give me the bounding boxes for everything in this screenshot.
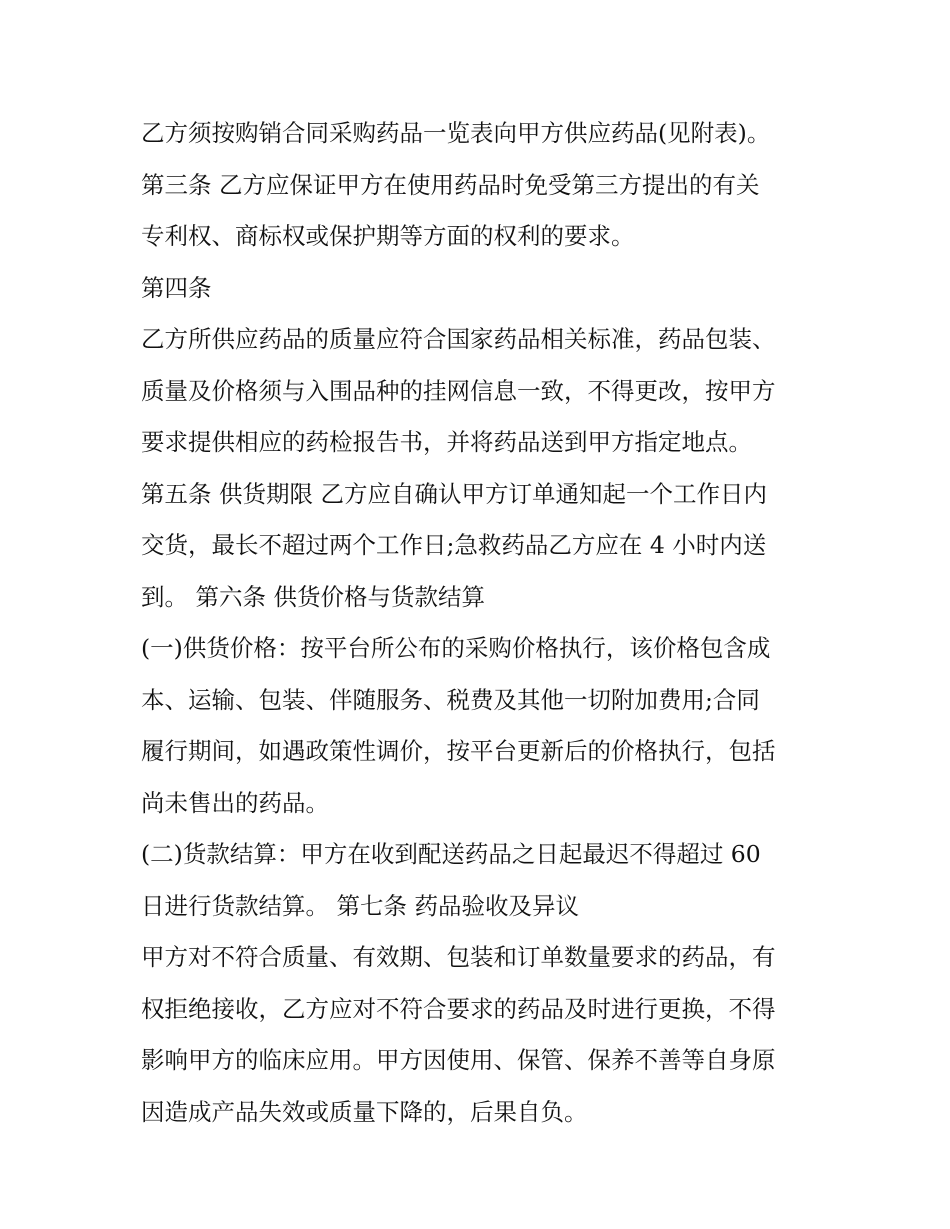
text-line-18: 权拒绝接收，乙方应对不符合要求的药品及时进行更换，不得 xyxy=(141,994,776,1023)
text-line-5: 乙方所供应药品的质量应符合国家药品相关标准，药品包装、 xyxy=(141,325,776,353)
text-line-4: 第四条 xyxy=(141,273,212,302)
text-line-20: 因造成产品失效或质量下降的，后果自负。 xyxy=(141,1097,588,1126)
text-line-7: 要求提供相应的药检报告书，并将药品送到甲方指定地点。 xyxy=(141,428,752,456)
text-line-2: 第三条 乙方应保证甲方在使用药品时免受第三方提出的有关 xyxy=(141,170,760,199)
text-line-16: 日进行货款结算。 第七条 药品验收及异议 xyxy=(141,891,579,920)
text-line-14: 尚未售出的药品。 xyxy=(141,788,329,817)
text-line-11: (一)供货价格：按平台所公布的采购价格执行，该价格包含成 xyxy=(141,634,771,662)
text-line-6: 质量及价格须与入围品种的挂网信息一致，不得更改，按甲方 xyxy=(141,376,776,405)
text-line-17: 甲方对不符合质量、有效期、包装和订单数量要求的药品，有 xyxy=(141,943,776,971)
text-line-13: 履行期间，如遇政策性调价，按平台更新后的价格执行，包括 xyxy=(141,737,776,765)
text-line-19: 影响甲方的临床应用。甲方因使用、保管、保养不善等自身原 xyxy=(141,1046,776,1074)
text-line-1: 乙方须按购销合同采购药品一览表向甲方供应药品(见附表)。 xyxy=(141,119,771,147)
text-line-15: (二)货款结算：甲方在收到配送药品之日起最迟不得超过 60 xyxy=(141,840,761,868)
text-line-10: 到。 第六条 供货价格与货款结算 xyxy=(141,582,485,611)
document-body xyxy=(141,108,821,1138)
text-line-9: 交货，最长不超过两个工作日;急救药品乙方应在 4 小时内送 xyxy=(141,531,767,559)
text-line-3: 专利权、商标权或保护期等方面的权利的要求。 xyxy=(141,222,635,250)
text-line-8: 第五条 供货期限 乙方应自确认甲方订单通知起一个工作日内 xyxy=(141,479,767,508)
text-line-12: 本、运输、包装、伴随服务、税费及其他一切附加费用;合同 xyxy=(141,685,760,714)
